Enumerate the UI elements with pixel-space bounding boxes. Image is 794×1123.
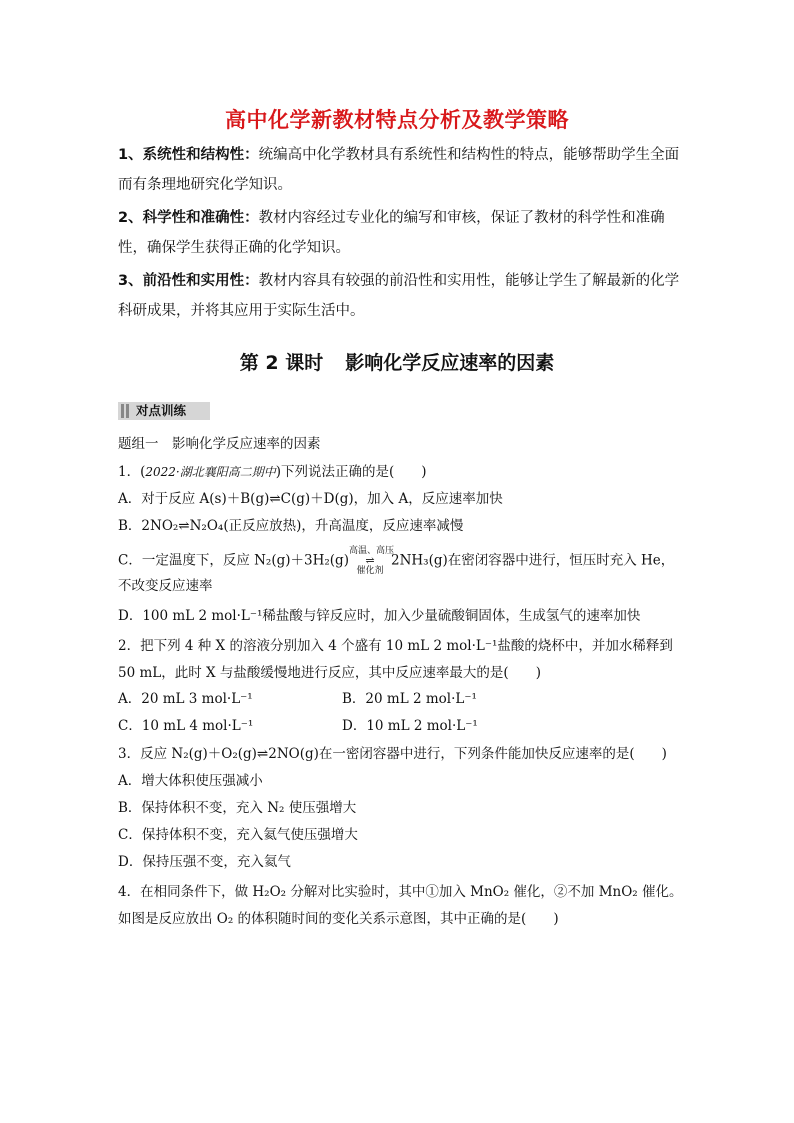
q1-option-c (118, 546, 674, 576)
q2-option-c: C．10 mL 4 mol·L⁻¹ (118, 718, 254, 734)
q2-option-d: D．10 mL 2 mol·L⁻¹ (342, 718, 478, 734)
q1-option-a: A．对于反应 A(s)＋B(g)⇌C(g)＋D(g)，加入 A，反应速率加快 (118, 491, 503, 507)
q3-option-b: B．保持体积不变，充入 N₂ 使压强增大 (118, 800, 357, 816)
intro-item-3 (118, 266, 683, 326)
q4-stem: 4．在相同条件下，做 H₂O₂ 分解对比实验时，其中①加入 MnO₂ 催化，②不加 MnO₂ 催化。如图是反应放出 O₂ 的体积随时间的变化关系示意图，其中正确的是( ) (118, 884, 683, 927)
group-title: 题组一 影响化学反应速率的因素 (118, 436, 321, 452)
condition-bottom: 催化剂 (356, 566, 384, 576)
reaction-condition (348, 546, 394, 576)
lesson-title (0, 348, 794, 375)
q3-option-c: C．保持体积不变，充入氦气使压强增大 (118, 827, 358, 843)
q1-option-c-cont: 不改变反应速率 (118, 578, 213, 594)
q1-c-post: 2NH₃(g)在密闭容器中进行，恒压时充入 He， (390, 552, 675, 569)
tag-bar-icon (121, 404, 124, 418)
q3-option-d: D．保持压强不变，充入氦气 (118, 854, 291, 870)
q1-c-pre: C．一定温度下，反应 N₂(g)＋3H₂(g) (118, 552, 349, 569)
q1-stem (118, 462, 427, 482)
equilibrium-arrow-icon: ⇌ (365, 554, 375, 567)
tag-bar-icon (126, 404, 129, 418)
q2-stem: 2．把下列 4 种 X 的溶液分别加入 4 个盛有 10 mL 2 mol·L⁻¹盐酸的烧杯中，并加水稀释到 50 mL，此时 X 与盐酸缓慢地进行反应，其中反应速率最大的是( ) (118, 638, 673, 681)
q1-stem-pre: 1．( (118, 464, 146, 480)
q1-stem-post: )下列说法正确的是( ) (275, 464, 427, 480)
q1-option-d: D．100 mL 2 mol·L⁻¹稀盐酸与锌反应时，加入少量硫酸铜固体，生成氢气的速率加快 (118, 608, 641, 624)
intro-label: 3、前沿性和实用性： (118, 273, 259, 289)
q3-stem: 3．反应 N₂(g)＋O₂(g)⇌2NO(g)在一密闭容器中进行，下列条件能加快反应速率的是( ) (118, 746, 667, 762)
lesson-name: 影响化学反应速率的因素 (345, 352, 555, 374)
intro-text: 统编高中化学教材具有系统性和结构性的特点，能够帮助学生全面而有条理地研究化学知识。 (118, 147, 680, 193)
q3-option-a: A．增大体积使压强减小 (118, 773, 263, 789)
intro-item-2 (118, 203, 683, 263)
section-tag (118, 402, 210, 420)
q1-option-b: B．2NO₂⇌N₂O₄(正反应放热)，升高温度，反应速率减慢 (118, 518, 464, 534)
q2-option-b: B．20 mL 2 mol·L⁻¹ (342, 691, 477, 707)
tag-label: 对点训练 (136, 403, 187, 418)
intro-text: 教材内容具有较强的前沿性和实用性，能够让学生了解最新的化学科研成果，并将其应用于实际生活中。 (118, 273, 680, 319)
intro-item-1 (118, 140, 683, 200)
document-title: 高中化学新教材特点分析及教学策略 (225, 108, 569, 132)
intro-label: 1、系统性和结构性： (118, 147, 259, 163)
intro-text: 教材内容经过专业化的编写和审核，保证了教材的科学性和准确性，确保学生获得正确的化学知识。 (118, 210, 665, 256)
lesson-number: 第 2 课时 (239, 352, 324, 374)
intro-label: 2、科学性和准确性： (118, 210, 259, 226)
q1-source: 2022·湖北襄阳高二期中 (145, 465, 276, 479)
condition-top: 高温、高压 (348, 546, 394, 556)
q2-option-a: A．20 mL 3 mol·L⁻¹ (118, 691, 253, 707)
